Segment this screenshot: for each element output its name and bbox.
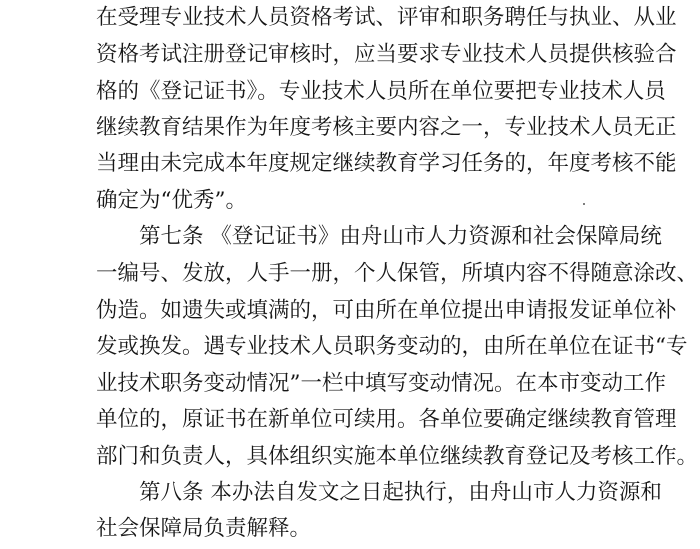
- scan-speck: [583, 203, 585, 205]
- text-line: 一编号、发放，人手一册，个人保管，所填内容不得随意涂改、: [96, 261, 699, 286]
- text-line: 确定为“优秀”。: [96, 188, 247, 213]
- text-line: 部门和负责人，具体组织实施本单位继续教育登记及考核工作。: [96, 444, 699, 469]
- text-line: 业技术职务变动情况”一栏中填写变动情况。在本市变动工作: [96, 371, 666, 396]
- text-line: 继续教育结果作为年度考核主要内容之一，专业技术人员无正: [96, 115, 677, 140]
- text-line: 当理由未完成本年度规定继续教育学习任务的，年度考核不能: [96, 151, 677, 176]
- text-line: 资格考试注册登记审核时，应当要求专业技术人员提供核验合: [96, 42, 677, 67]
- text-line: 单位的，原证书在新单位可续用。各单位要确定继续教育管理: [96, 407, 677, 432]
- text-line: 发或换发。遇专业技术人员职务变动的，由所在单位在证书“专: [96, 334, 688, 359]
- text-line: 格的《登记证书》。专业技术人员所在单位要把专业技术人员: [96, 79, 666, 104]
- text-line: 社会保障局负责解释。: [96, 516, 312, 541]
- article-7-heading-line: 第七条 《登记证书》由舟山市人力资源和社会保障局统: [139, 224, 662, 249]
- article-8-heading-line: 第八条 本办法自发文之日起执行，由舟山市人力资源和: [139, 480, 662, 505]
- text-line: 在受理专业技术人员资格考试、评审和职务聘任与执业、从业: [96, 5, 677, 30]
- text-line: 伪造。如遗失或填满的，可由所在单位提出申请报发证单位补: [96, 298, 677, 323]
